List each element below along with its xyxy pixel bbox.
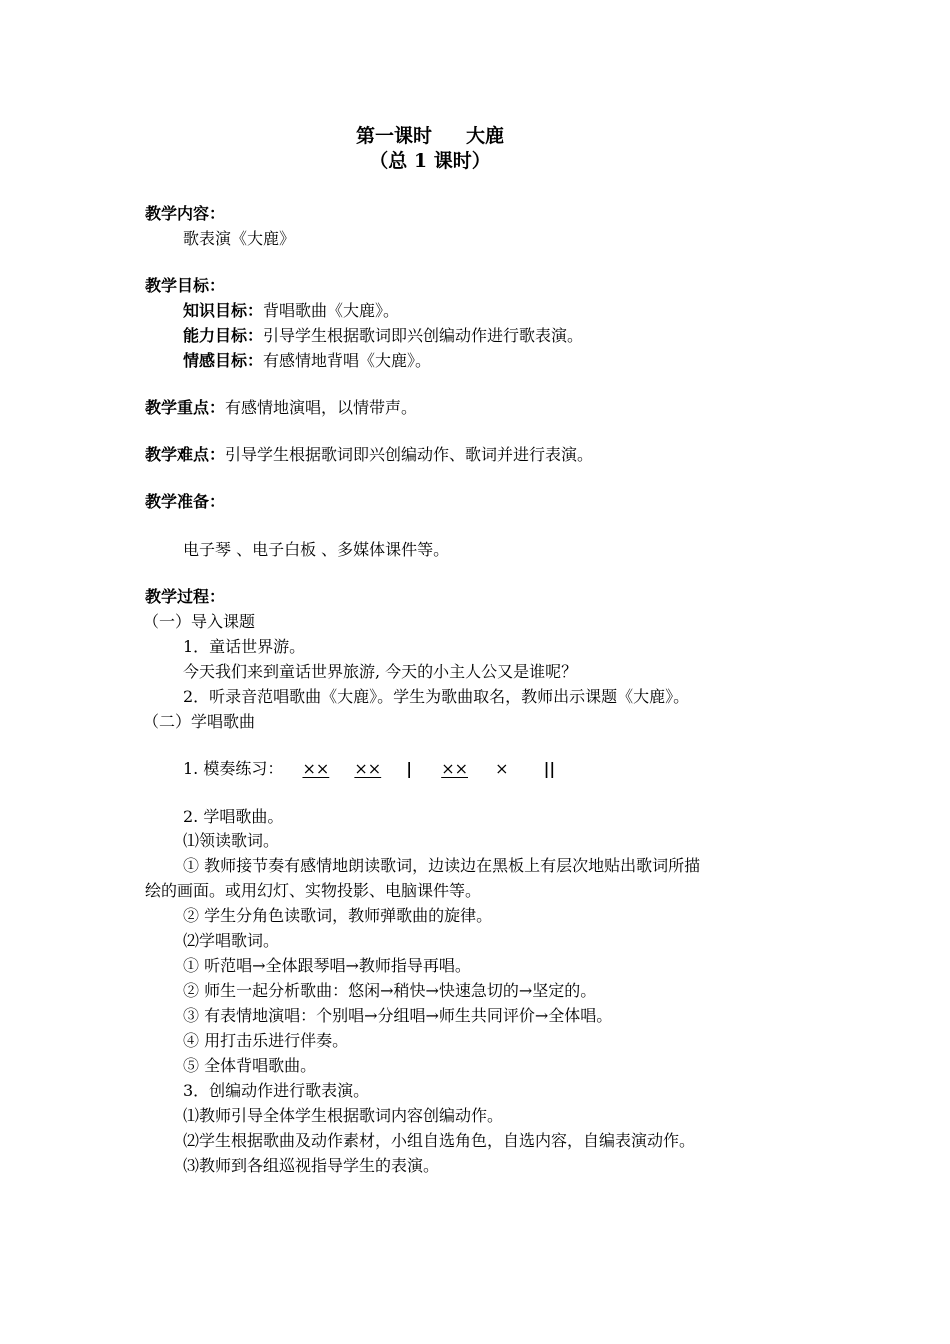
part2-line: 绘的画面。或用幻灯、实物投影、电脑课件等。: [145, 881, 482, 900]
part2-line: ① 听范唱→全体跟琴唱→教师指导再唱。: [183, 956, 471, 975]
lesson-subtitle: （总 1 课时）: [369, 150, 491, 172]
key-point: [145, 396, 417, 420]
part2-line: ⑴领读歌词。: [183, 831, 280, 850]
rhythm-symbol: ××: [302, 759, 330, 778]
rhythm-label: 1. 模奏练习：: [183, 759, 284, 778]
goals-heading: 教学目标：: [145, 276, 226, 295]
part1-title: （一）导入课题: [143, 612, 256, 631]
goal-text: 背唱歌曲《大鹿》。: [263, 301, 400, 320]
rhythm-symbol: ×: [495, 759, 509, 778]
goal-label: 能力目标：: [183, 326, 264, 345]
part2-line: ④ 用打击乐进行伴奏。: [183, 1031, 349, 1050]
goal-item: [183, 324, 583, 348]
part2-line: ⑵学生根据歌曲及动作素材，小组自选角色，自选内容，自编表演动作。: [183, 1131, 696, 1150]
lesson-title: [0, 124, 860, 149]
key-point-label: 教学重点：: [145, 398, 226, 417]
difficulty-label: 教学难点：: [145, 445, 226, 464]
content-text: 歌表演《大鹿》: [183, 229, 296, 248]
part1-line: 1．童话世界游。: [183, 637, 306, 656]
part1-line: 今天我们来到童话世界旅游, 今天的小主人公又是谁呢？: [183, 662, 578, 681]
process-heading: 教学过程：: [145, 587, 226, 606]
goal-item: [183, 299, 399, 323]
part2-line: ③ 有表情地演唱：个别唱→分组唱→师生共同评价→全体唱。: [183, 1006, 613, 1025]
difficulty: [145, 443, 593, 467]
lesson-title-part1: 第一课时: [355, 125, 432, 147]
rhythm-symbol: ××: [354, 759, 382, 778]
part1-line: 2．听录音范唱歌曲《大鹿》。学生为歌曲取名，教师出示课题《大鹿》。: [183, 687, 690, 706]
goal-text: 有感情地背唱《大鹿》。: [263, 351, 432, 370]
goal-text: 引导学生根据歌词即兴创编动作进行歌表演。: [263, 326, 584, 345]
key-point-text: 有感情地演唱，以情带声。: [225, 398, 418, 417]
part2-line: 2. 学唱歌曲。: [183, 807, 284, 826]
part2-line: ⑴教师引导全体学生根据歌词内容创编动作。: [183, 1106, 504, 1125]
prep-heading: 教学准备：: [145, 492, 226, 511]
prep-text: 电子琴 、电子白板 、多媒体课件等。: [183, 540, 450, 559]
part2-line: ① 教师接节奏有感情地朗读歌词，边读边在黑板上有层次地贴出歌词所描: [183, 856, 701, 875]
part2-line: ② 师生一起分析歌曲：悠闲→稍快→快速急切的→坚定的。: [183, 981, 597, 1000]
bar-line: |: [406, 759, 413, 778]
rhythm-exercise: [183, 757, 555, 781]
part2-line: 3．创编动作进行歌表演。: [183, 1081, 370, 1100]
part2-line: ⑤ 全体背唱歌曲。: [183, 1056, 317, 1075]
part2-line: ⑵学唱歌词。: [183, 931, 280, 950]
double-bar-line: ||: [543, 759, 556, 778]
goal-label: 知识目标：: [183, 301, 264, 320]
difficulty-text: 引导学生根据歌词即兴创编动作、歌词并进行表演。: [225, 445, 594, 464]
part2-line: ⑶教师到各组巡视指导学生的表演。: [183, 1156, 440, 1175]
lesson-title-part2: 大鹿: [466, 125, 505, 147]
goal-item: [183, 349, 431, 373]
part2-line: ② 学生分角色读歌词，教师弹歌曲的旋律。: [183, 906, 493, 925]
part2-title: （二）学唱歌曲: [143, 712, 256, 731]
content-heading: 教学内容：: [145, 204, 226, 223]
rhythm-symbol: ××: [441, 759, 468, 778]
goal-label: 情感目标：: [183, 351, 264, 370]
